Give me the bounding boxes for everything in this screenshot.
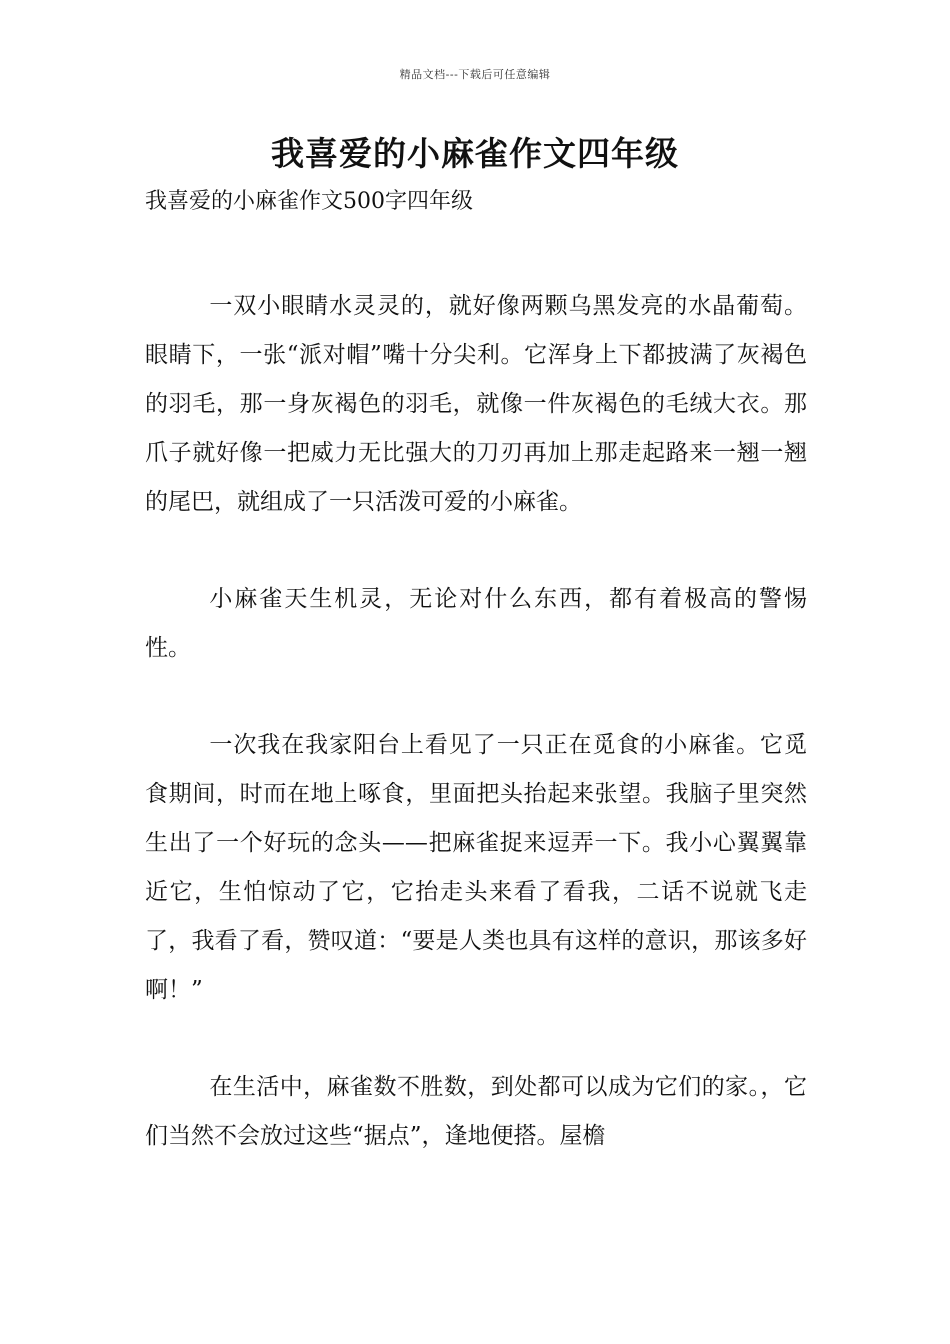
paragraph-3: 一次我在我家阳台上看见了一只正在觅食的小麻雀。它觅食期间，时而在地上啄食，里面把头抬起来张望。我脑子里突然生出了一个好玩的念头——把麻雀捉来逗弄一下。我小心翼翼靠近它，生怕惊动了它，它抬走头来看了看我，二话不说就飞走了，我看了看，赞叹道：“要是人类也具有这样的意识，那该多好啊！” (145, 732, 807, 1003)
paragraph-2: 小麻雀天生机灵，无论对什么东西，都有着极高的警惕性。 (145, 586, 807, 661)
paragraph-4: 在生活中，麻雀数不胜数，到处都可以成为它们的家。，它们当然不会放过这些“据点”，逢地便搭。屋檐 (145, 1074, 807, 1149)
header-note: 精品文档---下载后可任意编辑 (399, 68, 551, 81)
paragraph-1: 一双小眼睛水灵灵的，就好像两颗乌黑发亮的水晶葡萄。眼睛下，一张“派对帽”嘴十分尖利。它浑身上下都披满了灰褐色的羽毛，那一身灰褐色的羽毛，就像一件灰褐色的毛绒大衣。那爪子就好像一把威力无比强大的刀刃再加上那走起路来一翘一翘的尾巴，就组成了一只活泼可爱的小麻雀。 (145, 293, 807, 515)
article-body (145, 282, 807, 1209)
page-subtitle: 我喜爱的小麻雀作文500字四年级 (145, 189, 473, 214)
page-title: 我喜爱的小麻雀作文四年级 (271, 134, 679, 173)
